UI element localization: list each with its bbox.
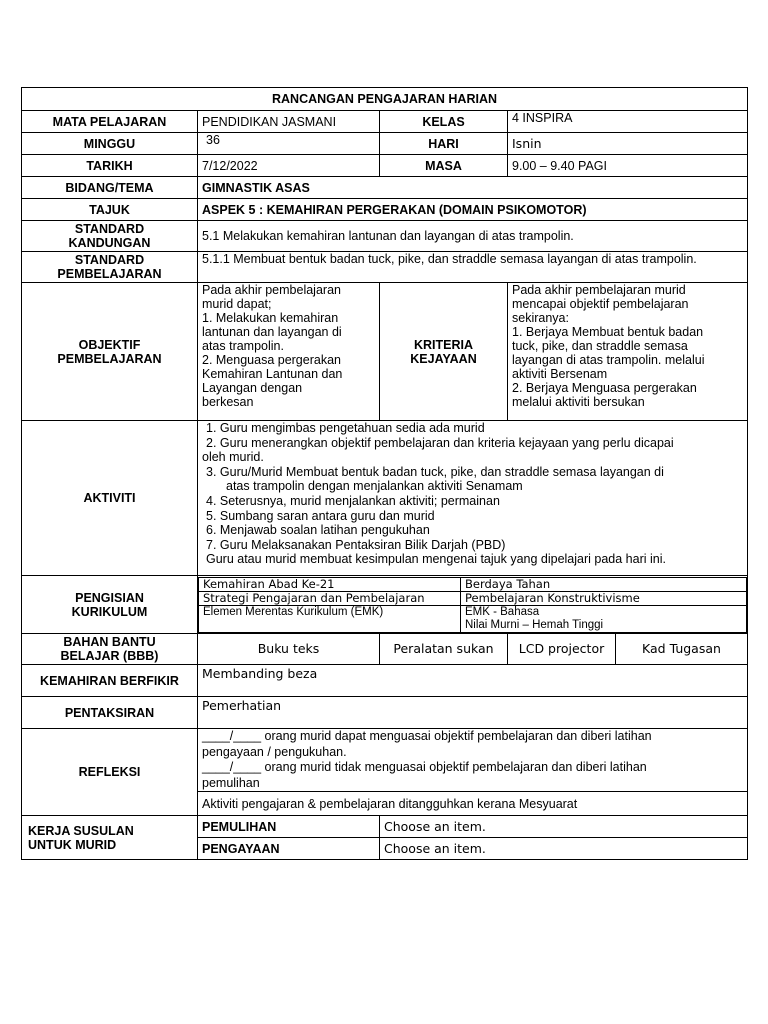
aktiviti-item-1: 1. Guru mengimbas pengetahuan sedia ada murid [206, 421, 485, 435]
hari-label: HARI [380, 133, 508, 155]
bidang-value: GIMNASTIK ASAS [198, 177, 748, 199]
kriteria-text: Pada akhir pembelajaran murid mencapai objektif pembelajaran sekiranya: 1. Berjaya Membuat bentuk badan tuck, pike, dan straddle semasa layangan di atas trampolin. melalui aktiviti Bersenam 2. Berjaya Menguasa pergerakan melalui aktiviti bersukan [508, 283, 748, 421]
tarikh-label: TARIKH [22, 155, 198, 177]
pengisian-content [198, 576, 748, 634]
kriteria-label-line2: KEJAYAAN [410, 351, 477, 366]
aktiviti-list [202, 421, 743, 567]
nilai-value: Nilai Murni – Hemah Tinggi [465, 618, 604, 631]
emk-values [461, 605, 747, 632]
bbb-item-3: LCD projector [508, 634, 616, 665]
objektif-label-line2: PEMBELAJARAN [57, 351, 162, 366]
minggu-label: MINGGU [22, 133, 198, 155]
kerja-susulan-label-line1: KERJA SUSULAN [28, 823, 134, 838]
tarikh-value: 7/12/2022 [198, 155, 380, 177]
refleksi-line-1: ____/____ orang murid dapat menguasai objektif pembelajaran dan diberi latihan [202, 729, 652, 743]
refleksi-label: REFLEKSI [22, 729, 198, 816]
pengayaan-dropdown[interactable]: Choose an item. [380, 838, 748, 860]
aktiviti-summary: Guru atau murid membuat kesimpulan mengenai tajuk yang dipelajari pada hari ini. [206, 552, 666, 567]
bbb-item-1: Buku teks [198, 634, 380, 665]
pengisian-table [198, 577, 747, 633]
pengisian-label [22, 576, 198, 634]
refleksi-line-2: pengayaan / pengukuhan. [202, 744, 347, 759]
kriteria-label [380, 283, 508, 421]
standard-pembelajaran-value: 5.1.1 Membuat bentuk badan tuck, pike, dan straddle semasa layangan di atas trampolin. [198, 252, 748, 283]
kelas-label: KELAS [380, 111, 508, 133]
lesson-plan-page [21, 87, 747, 860]
kemahiran-berfikir-label: KEMAHIRAN BERFIKIR [22, 665, 198, 697]
page-title: RANCANGAN PENGAJARAN HARIAN [22, 88, 748, 111]
mata-pelajaran-value: PENDIDIKAN JASMANI [198, 111, 380, 133]
aktiviti-item-4: 4. Seterusnya, murid menjalankan aktiviti; permainan [206, 493, 500, 508]
kerja-susulan-label [22, 816, 198, 860]
bbb-item-4: Kad Tugasan [616, 634, 748, 665]
aktiviti-label: AKTIVITI [22, 421, 198, 576]
bbb-label-line2: BELAJAR (BBB) [60, 649, 159, 663]
kerja-susulan-label-line2: UNTUK MURID [28, 837, 117, 852]
pemulihan-label: PEMULIHAN [198, 816, 380, 838]
pengisian-label-line2: KURIKULUM [71, 604, 148, 619]
lesson-plan-table [21, 87, 748, 860]
masa-label: MASA [380, 155, 508, 177]
bbb-item-2: Peralatan sukan [380, 634, 508, 665]
kriteria-label-line1: KRITERIA [413, 337, 474, 352]
pengayaan-label: PENGAYAAN [198, 838, 380, 860]
strategi-label: Strategi Pengajaran dan Pembelajaran [199, 591, 461, 605]
standard-pembelajaran-label [22, 252, 198, 283]
aktiviti-item-6: 6. Menjawab soalan latihan pengukuhan [206, 523, 430, 538]
aktiviti-item-3: 3. Guru/Murid Membuat bentuk badan tuck, pike, dan straddle semasa layangan di [206, 464, 664, 479]
tajuk-value: ASPEK 5 : KEMAHIRAN PERGERAKAN (DOMAIN PSIKOMOTOR) [198, 199, 748, 221]
objektif-text: Pada akhir pembelajaran murid dapat; 1. Melakukan kemahiran lantunan dan layangan di atas trampolin. 2. Menguasa pergerakan Kemahiran Lantunan dan Layangan dengan berkesan [198, 283, 380, 421]
abad21-value: Berdaya Tahan [461, 577, 747, 591]
aktiviti-item-5: 5. Sumbang saran antara guru dan murid [206, 508, 435, 523]
standard-kandungan-label-line1: STANDARD [74, 222, 145, 236]
objektif-label [22, 283, 198, 421]
hari-value: Isnin [508, 133, 748, 155]
pentaksiran-value: Pemerhatian [198, 697, 748, 729]
pentaksiran-label: PENTAKSIRAN [22, 697, 198, 729]
standard-kandungan-label-line2: KANDUNGAN [68, 236, 151, 250]
aktiviti-item-2-cont: oleh murid. [202, 450, 264, 465]
refleksi-line-4: pemulihan [202, 775, 260, 790]
mata-pelajaran-label: MATA PELAJARAN [22, 111, 198, 133]
bbb-label-line1: BAHAN BANTU [63, 635, 156, 649]
pemulihan-dropdown[interactable]: Choose an item. [380, 816, 748, 838]
pengisian-label-line1: PENGISIAN [75, 590, 144, 605]
emk-value: EMK - Bahasa [465, 605, 540, 618]
aktiviti-item-2: 2. Guru menerangkan objektif pembelajaran dan kriteria kejayaan yang perlu dicapai [206, 435, 674, 450]
standard-pembelajaran-label-line2: PEMBELAJARAN [57, 267, 162, 281]
aktiviti-item-3-cont: atas trampolin dengan menjalankan aktiviti Senamam [226, 479, 523, 494]
masa-value: 9.00 – 9.40 PAGI [508, 155, 748, 177]
kemahiran-berfikir-value: Membanding beza [198, 665, 748, 697]
tajuk-label: TAJUK [22, 199, 198, 221]
refleksi-content [198, 729, 748, 792]
aktiviti-item-7: 7. Guru Melaksanakan Pentaksiran Bilik Darjah (PBD) [206, 537, 506, 552]
bbb-label [22, 634, 198, 665]
minggu-value: 36 [198, 133, 380, 155]
refleksi-line-5: Aktiviti pengajaran & pembelajaran ditangguhkan kerana Mesyuarat [198, 792, 748, 816]
emk-label: Elemen Merentas Kurikulum (EMK) [199, 605, 461, 632]
strategi-value: Pembelajaran Konstruktivisme [461, 591, 747, 605]
aktiviti-content [198, 421, 748, 576]
abad21-label: Kemahiran Abad Ke-21 [199, 577, 461, 591]
standard-kandungan-value: 5.1 Melakukan kemahiran lantunan dan layangan di atas trampolin. [198, 221, 748, 252]
bidang-label: BIDANG/TEMA [22, 177, 198, 199]
standard-pembelajaran-label-line1: STANDARD [74, 253, 145, 267]
standard-kandungan-label [22, 221, 198, 252]
refleksi-line-3: ____/____ orang murid tidak menguasai objektif pembelajaran dan diberi latihan [202, 760, 647, 774]
objektif-label-line1: OBJEKTIF [78, 337, 141, 352]
kelas-value: 4 INSPIRA [508, 111, 748, 133]
